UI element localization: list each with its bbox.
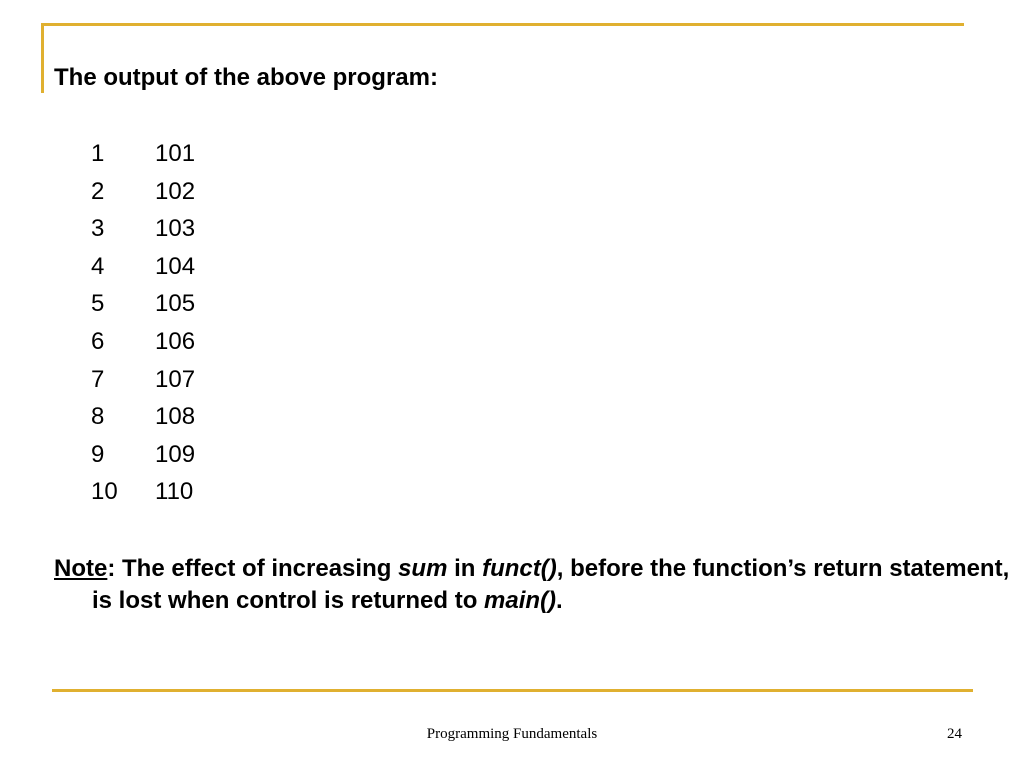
- note-text: : The effect of increasing: [107, 555, 399, 582]
- top-horizontal-rule: [41, 23, 964, 26]
- note-text: in: [447, 555, 483, 582]
- output-value: 104: [155, 252, 196, 280]
- output-index: 9: [91, 440, 105, 468]
- note-emphasis-funct: funct(): [482, 555, 557, 582]
- page-number: 24: [947, 726, 962, 742]
- note-text: , before the function’s return statement, is lost when control is returned to: [92, 555, 1010, 614]
- output-value: 108: [155, 403, 196, 431]
- output-index: 7: [91, 365, 105, 393]
- output-index: 2: [91, 177, 105, 205]
- output-index: 5: [91, 290, 105, 318]
- footer-rule: [52, 689, 973, 692]
- output-index: 6: [91, 327, 105, 355]
- output-value: 103: [155, 215, 196, 243]
- note-text: .: [556, 587, 563, 614]
- output-index: 10: [91, 478, 118, 506]
- note-label: Note: [54, 555, 108, 582]
- note-paragraph: [54, 553, 1012, 617]
- output-index: 3: [91, 215, 105, 243]
- output-value: 105: [155, 290, 196, 318]
- output-value: 102: [155, 177, 196, 205]
- top-left-vertical-rule: [41, 23, 44, 93]
- output-index: 1: [91, 140, 105, 167]
- footer-title: Programming Fundamentals: [426, 726, 598, 742]
- note-emphasis-main: main(): [484, 587, 557, 614]
- slide-heading: The output of the above program:: [54, 64, 438, 91]
- output-value: 110: [155, 478, 194, 506]
- output-value: 106: [155, 327, 196, 355]
- output-value: 101: [155, 140, 196, 167]
- output-value: 107: [155, 365, 196, 393]
- output-index: 8: [91, 403, 105, 431]
- output-value: 109: [155, 440, 196, 468]
- note-emphasis-sum: sum: [398, 555, 448, 582]
- output-index: 4: [91, 252, 105, 280]
